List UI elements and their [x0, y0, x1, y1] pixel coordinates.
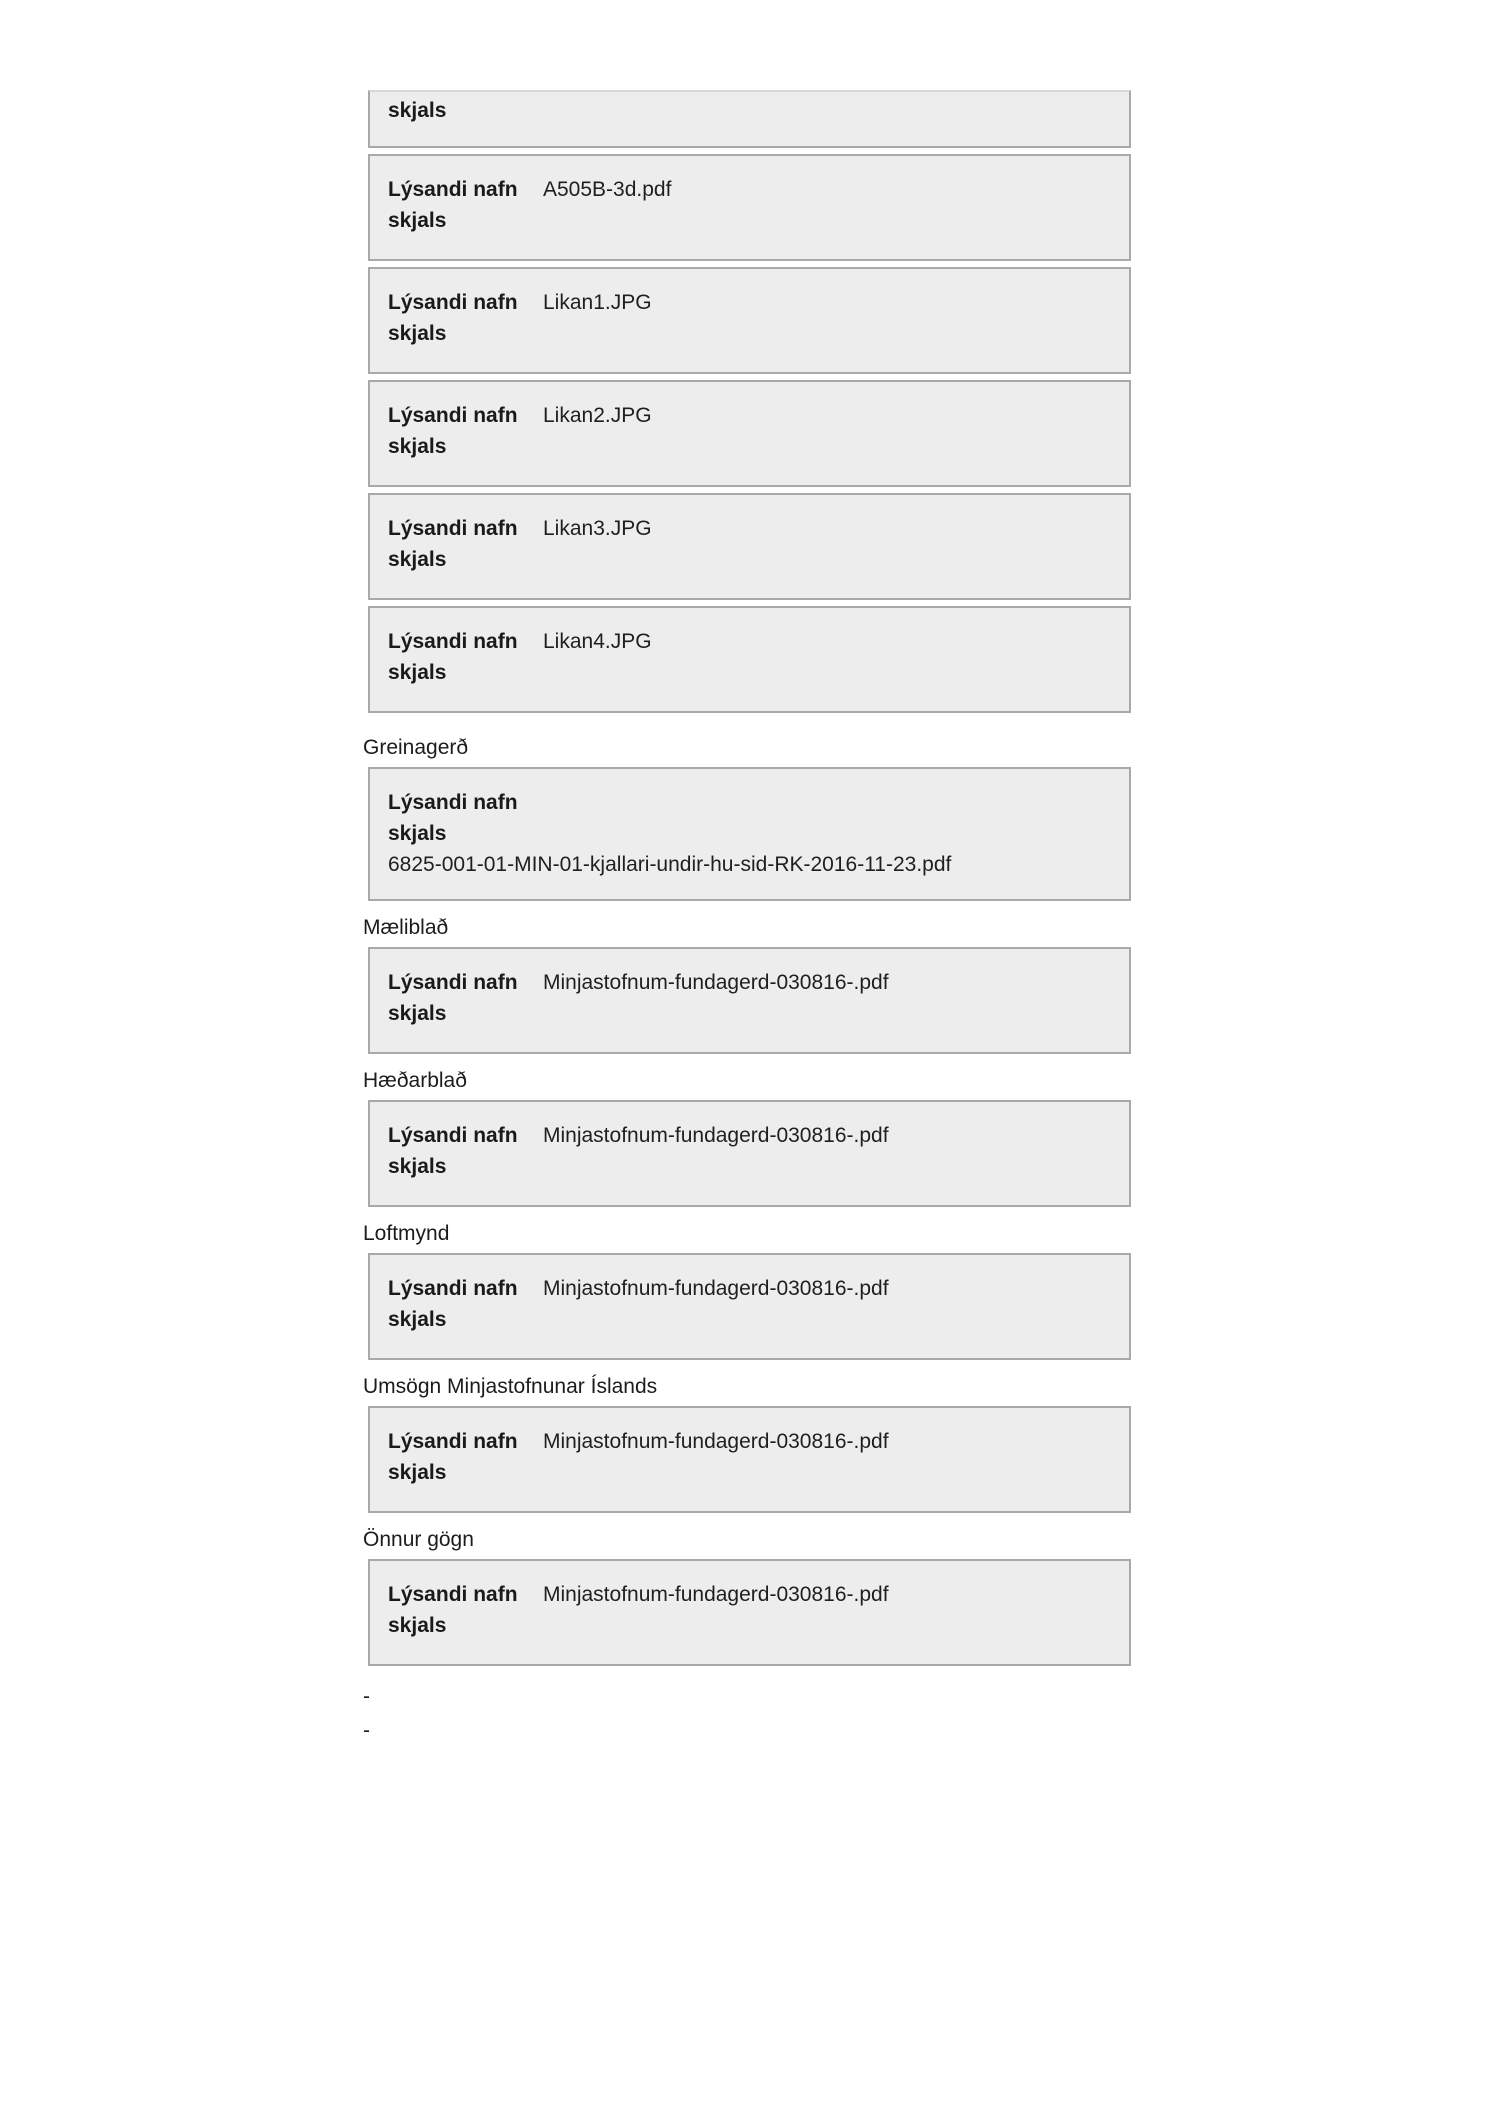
attachment-box [368, 380, 1131, 487]
section-heading-onnur-gogn: Önnur gögn [363, 1528, 474, 1551]
attachment-filename: Minjastofnum-fundagerd-030816-.pdf [543, 1583, 889, 1606]
attachment-label: Lýsandi nafn skjals [388, 971, 518, 1025]
attachment-label-continued: skjals [388, 99, 447, 122]
attachment-box [368, 154, 1131, 261]
attachment-label: Lýsandi nafn skjals [388, 1277, 518, 1331]
attachment-box-greinagerd [368, 767, 1131, 901]
trailer-dashes [363, 1680, 1131, 1748]
attachment-label: Lýsandi nafn skjals [388, 178, 518, 232]
trailer-dash: - [363, 1685, 370, 1708]
attachment-label: Lýsandi nafn skjals [388, 1124, 518, 1178]
attachments-page [363, 0, 1131, 1748]
attachment-box [368, 267, 1131, 374]
attachment-box-loftmynd [368, 1253, 1131, 1360]
attachment-filename: Likan4.JPG [543, 630, 652, 653]
attachment-filename: Likan3.JPG [543, 517, 652, 540]
attachment-filename: Minjastofnum-fundagerd-030816-.pdf [543, 1277, 889, 1300]
section-heading-maeliblad: Mæliblað [363, 916, 449, 939]
section-heading-loftmynd: Loftmynd [363, 1222, 450, 1245]
attachment-filename: 6825-001-01-MIN-01-kjallari-undir-hu-sid-RK-2016-11-23.pdf [388, 853, 952, 876]
attachment-box-continued [368, 90, 1131, 148]
section-heading-haedarblad: Hæðarblað [363, 1069, 467, 1092]
file-attachment-group [363, 90, 1131, 713]
attachment-box-umsogn [368, 1406, 1131, 1513]
attachment-label: Lýsandi nafn skjals [388, 791, 518, 845]
attachment-label: Lýsandi nafn skjals [388, 517, 518, 571]
attachment-filename: Minjastofnum-fundagerd-030816-.pdf [543, 1124, 889, 1147]
attachment-box-haedarblad [368, 1100, 1131, 1207]
attachment-label: Lýsandi nafn skjals [388, 404, 518, 458]
attachment-box-maeliblad [368, 947, 1131, 1054]
attachment-filename: Minjastofnum-fundagerd-030816-.pdf [543, 1430, 889, 1453]
attachment-label: Lýsandi nafn skjals [388, 1583, 518, 1637]
attachment-filename: Minjastofnum-fundagerd-030816-.pdf [543, 971, 889, 994]
attachment-label: Lýsandi nafn skjals [388, 1430, 518, 1484]
attachment-box [368, 606, 1131, 713]
attachment-label: Lýsandi nafn skjals [388, 291, 518, 345]
section-heading-umsogn-minjastofnunar: Umsögn Minjastofnunar Íslands [363, 1375, 658, 1398]
section-heading-greinagerd: Greinagerð [363, 736, 469, 759]
attachment-filename: Likan2.JPG [543, 404, 652, 427]
attachment-label: Lýsandi nafn skjals [388, 630, 518, 684]
attachment-box-onnur-gogn [368, 1559, 1131, 1666]
attachment-box [368, 493, 1131, 600]
trailer-dash: - [363, 1719, 370, 1742]
attachment-filename: Likan1.JPG [543, 291, 652, 314]
attachment-filename: A505B-3d.pdf [543, 178, 672, 201]
